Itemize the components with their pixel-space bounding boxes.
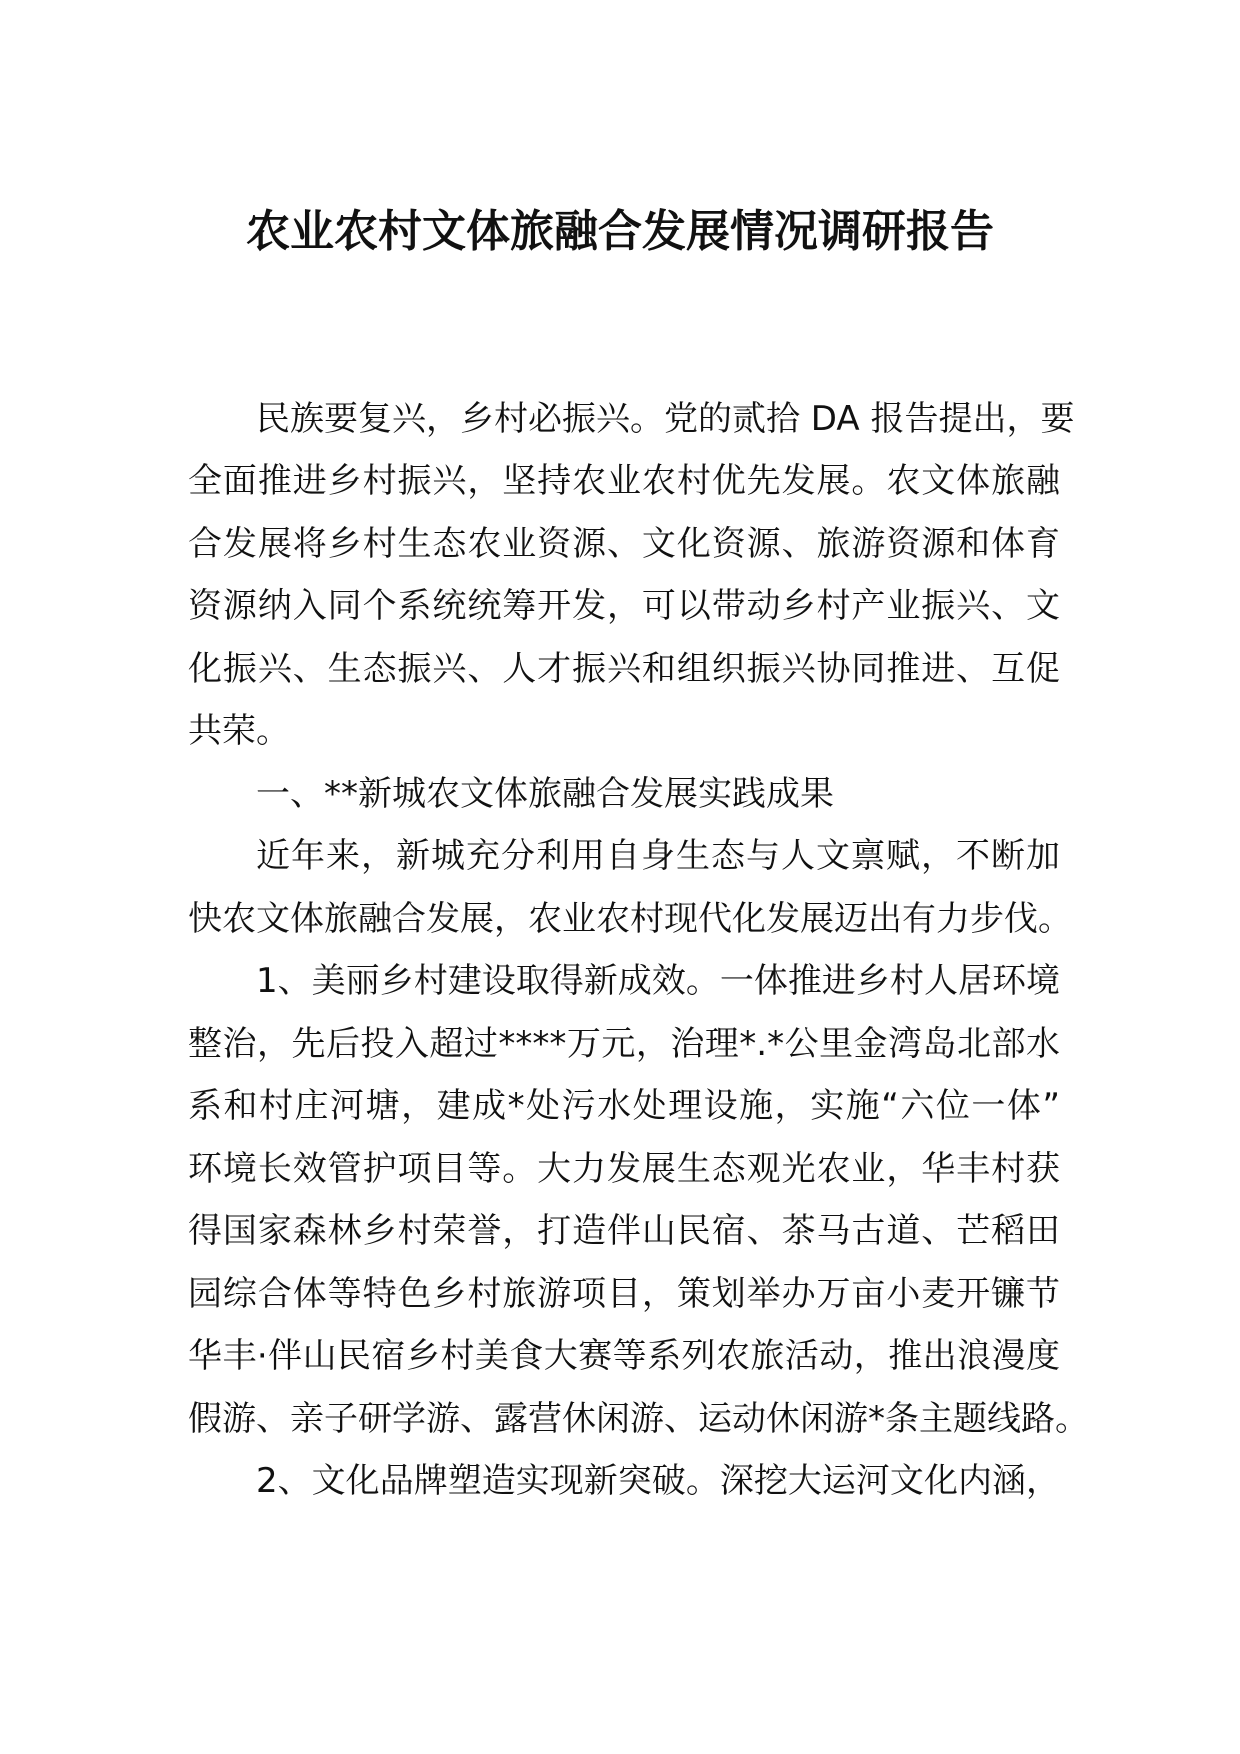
section-heading: 一、**新城农文体旅融合发展实践成果 (256, 774, 834, 814)
paragraph-line: 近年来，新城充分利用自身生态与人文禀赋，不断加 (256, 836, 1060, 876)
paragraph-line: 环境长效管护项目等。大力发展生态观光农业，华丰村获 (188, 1149, 1060, 1189)
paragraph-line: 资源纳入同个系统统筹开发，可以带动乡村产业振兴、文 (188, 586, 1060, 626)
paragraph-line: 民族要复兴，乡村必振兴。党的贰拾 DA 报告提出，要 (256, 399, 1075, 439)
paragraph-line: 全面推进乡村振兴，坚持农业农村优先发展。农文体旅融 (188, 461, 1060, 501)
paragraph-line: 2、文化品牌塑造实现新突破。深挖大运河文化内涵， (256, 1461, 1060, 1501)
paragraph-line: 合发展将乡村生态农业资源、文化资源、旅游资源和体育 (188, 524, 1060, 564)
paragraph-line: 园综合体等特色乡村旅游项目，策划举办万亩小麦开镰节 (188, 1274, 1060, 1314)
paragraph-line: 华丰·伴山民宿乡村美食大赛等系列农旅活动，推出浪漫度 (188, 1336, 1060, 1376)
paragraph-line: 快农文体旅融合发展，农业农村现代化发展迈出有力步伐。 (188, 899, 1072, 939)
paragraph-line: 得国家森林乡村荣誉，打造伴山民宿、茶马古道、芒稻田 (188, 1211, 1060, 1251)
paragraph-line: 化振兴、生态振兴、人才振兴和组织振兴协同推进、互促 (188, 649, 1060, 689)
paragraph-line: 系和村庄河塘，建成*处污水处理设施，实施“六位一体” (188, 1086, 1060, 1126)
paragraph-line: 假游、亲子研学游、露营休闲游、运动休闲游*条主题线路。 (188, 1399, 1089, 1439)
paragraph-line: 整治，先后投入超过****万元，治理*.*公里金湾岛北部水 (188, 1024, 1060, 1064)
paragraph-line: 共荣。 (188, 711, 290, 751)
paragraph-line: 1、美丽乡村建设取得新成效。一体推进乡村人居环境 (256, 961, 1060, 1001)
document-title: 农业农村文体旅融合发展情况调研报告 (246, 206, 994, 257)
